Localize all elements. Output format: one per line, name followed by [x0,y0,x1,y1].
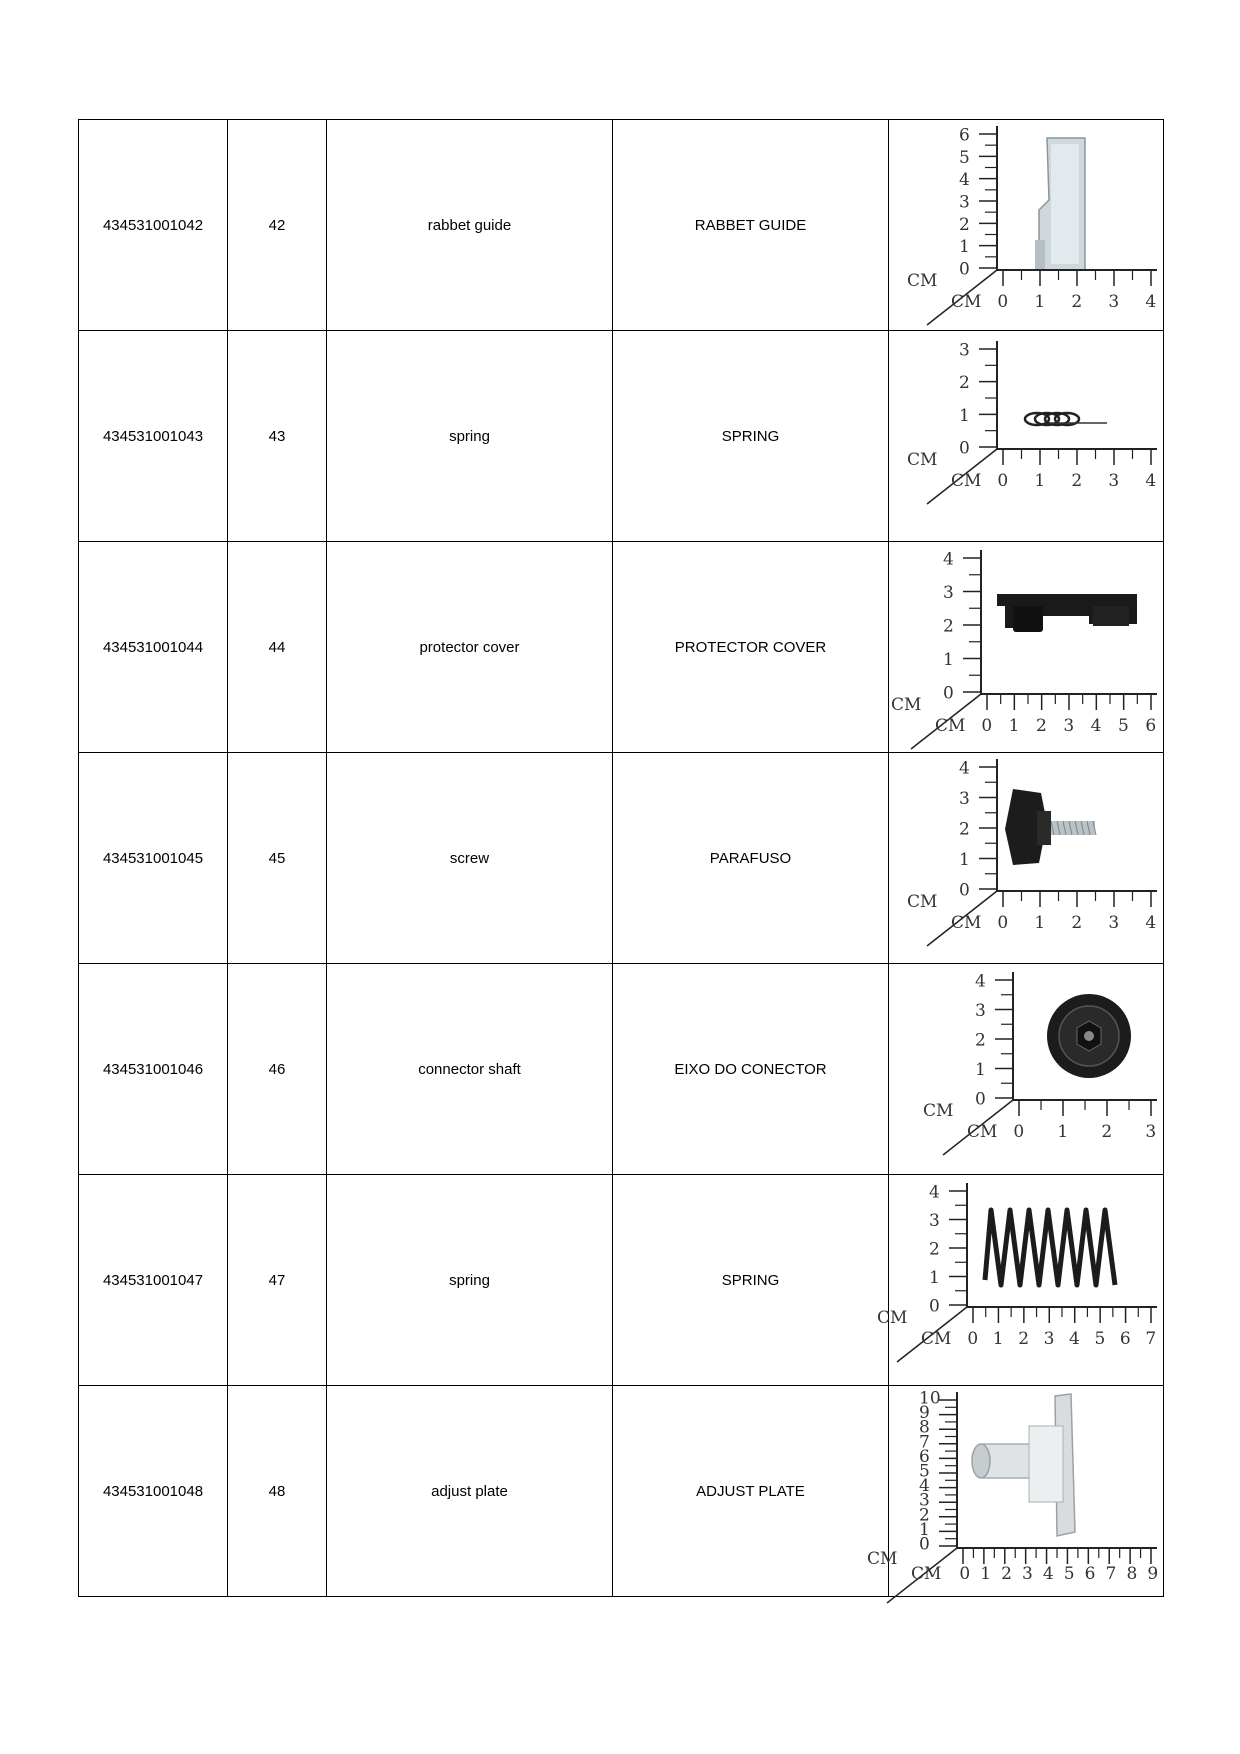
scale-x-label: 4 [1145,471,1157,491]
scale-y-label: 0 [943,683,954,704]
position-cell: 46 [228,964,327,1175]
scale-y-label: 1 [919,1519,930,1540]
position-cell: 44 [228,542,327,753]
scale-x-label: 6 [1119,1329,1131,1349]
unit-label: CM [907,450,938,470]
scale-y-label: 3 [959,340,970,361]
scale-y-label: 5 [959,147,970,168]
scale-x-label: 4 [1042,1564,1054,1584]
description-en-cell: spring [327,331,613,542]
scale-y-label: 10 [919,1388,941,1409]
scale-y-label: 2 [943,616,954,637]
position-cell: 45 [228,753,327,964]
scale-y-label: 1 [959,850,970,870]
part-code-cell: 434531001046 [79,964,228,1175]
part-photo-cell [889,753,1164,964]
scale-x-label: 1 [1008,716,1020,736]
position-cell: 43 [228,331,327,542]
scale-y-label: 6 [959,125,970,146]
part-code-cell: 434531001045 [79,753,228,964]
scale-ruler [889,331,1164,541]
part-code-cell: 434531001047 [79,1175,228,1386]
scale-y-label: 3 [943,583,954,603]
rabbet-guide-photo [1035,138,1085,270]
scale-y-label: 2 [975,1030,986,1051]
scale-y-label: 3 [919,1490,930,1511]
scale-y-label: 8 [919,1417,930,1438]
scale-ruler [867,1386,1164,1596]
scale-x-label: 7 [1105,1564,1117,1584]
scale-y-label: 3 [959,192,970,213]
description-en-cell: spring [327,1175,613,1386]
scale-x-label: 1 [1034,471,1046,491]
scale-x-label: 9 [1147,1564,1159,1584]
scale-x-label: 5 [1118,716,1129,736]
scale-y-label: 4 [975,971,986,992]
scale-x-label: 4 [1145,913,1157,933]
description-pt-cell: SPRING [613,331,889,542]
scale-y-label: 0 [919,1534,930,1555]
description-en-cell: screw [327,753,613,964]
description-pt-cell: SPRING [613,1175,889,1386]
scale-x-label: 0 [997,292,1009,312]
torsion-spring-photo [1025,413,1107,425]
part-photo-cell [889,542,1164,753]
unit-label: CM [951,471,982,491]
scale-x-label: 2 [1071,471,1083,491]
scale-x-label: 2 [1001,1564,1012,1584]
scale-y-label: 5 [919,1461,930,1482]
unit-label: CM [877,1308,908,1328]
scale-x-label: 2 [1101,1122,1113,1142]
unit-label: CM [951,292,982,312]
description-en-cell: rabbet guide [327,120,613,331]
scale-x-label: 4 [1069,1329,1080,1349]
position-cell: 48 [228,1386,327,1597]
scale-y-label: 4 [943,549,954,570]
scale-y-label: 0 [959,880,970,901]
scale-x-label: 3 [1063,716,1075,736]
unit-label: CM [935,716,966,736]
connector-shaft-photo [1047,994,1131,1078]
scale-y-label: 4 [929,1182,940,1203]
table-row [79,120,1164,331]
scale-x-label: 6 [1084,1564,1096,1584]
scale-y-label: 6 [919,1446,930,1467]
table-row [79,542,1164,753]
scale-x-label: 0 [959,1564,971,1584]
scale-y-label: 2 [959,373,970,394]
scale-y-label: 1 [959,237,970,258]
scale-y-label: 0 [929,1296,940,1317]
scale-y-label: 4 [959,170,970,191]
scale-x-label: 7 [1145,1329,1157,1349]
scale-y-label: 7 [919,1432,930,1453]
scale-ruler [889,753,1164,963]
scale-x-label: 3 [1043,1329,1055,1349]
coil-spring-photo [985,1210,1115,1285]
description-pt-cell: RABBET GUIDE [613,120,889,331]
unit-label: CM [967,1122,998,1142]
scale-y-label: 0 [959,259,970,280]
knob-screw-photo [1005,789,1096,865]
table-row [79,753,1164,964]
part-code-cell: 434531001043 [79,331,228,542]
scale-x-label: 6 [1145,716,1157,736]
scale-y-label: 4 [919,1476,930,1497]
scale-ruler [889,120,1164,330]
scale-x-label: 3 [1145,1122,1157,1142]
scale-y-label: 1 [929,1268,940,1288]
description-pt-cell: EIXO DO CONECTOR [613,964,889,1175]
scale-y-label: 4 [959,758,970,779]
scale-y-label: 1 [943,650,954,670]
scale-x-label: 1 [1057,1122,1069,1142]
scale-y-label: 2 [959,214,970,235]
scale-x-label: 0 [981,716,993,736]
scale-y-label: 3 [959,789,970,809]
part-code-cell: 434531001044 [79,542,228,753]
scale-x-label: 5 [1094,1329,1106,1349]
unit-label: CM [923,1101,954,1121]
position-cell: 42 [228,120,327,331]
scale-x-label: 0 [997,471,1009,491]
unit-label: CM [907,892,938,912]
table-row [79,331,1164,542]
scale-ruler [889,542,1164,752]
table-row [79,964,1164,1175]
scale-x-label: 2 [1071,913,1083,933]
position-cell: 47 [228,1175,327,1386]
scale-x-label: 2 [1018,1329,1030,1349]
scale-x-label: 2 [1071,292,1083,312]
scale-x-label: 1 [992,1329,1004,1349]
part-photo-cell [877,1175,1164,1386]
scale-x-label: 3 [1108,913,1120,933]
scale-y-label: 3 [929,1211,940,1231]
description-en-cell: adjust plate [327,1386,613,1597]
scale-ruler [889,964,1164,1174]
protector-cover-photo [997,594,1137,632]
description-pt-cell: ADJUST PLATE [613,1386,889,1597]
part-photo-cell [889,331,1164,542]
scale-y-label: 2 [919,1505,930,1526]
scale-x-label: 8 [1126,1564,1138,1584]
scale-y-label: 9 [919,1403,930,1424]
scale-y-label: 2 [959,819,970,840]
scale-x-label: 0 [967,1329,979,1349]
unit-label: CM [951,913,982,933]
scale-x-label: 3 [1022,1564,1033,1584]
scale-y-label: 0 [975,1089,986,1110]
adjust-plate-photo [972,1394,1075,1536]
scale-x-label: 4 [1090,716,1102,736]
scale-x-label: 1 [1034,913,1046,933]
scale-x-label: 1 [1034,292,1046,312]
unit-label: CM [867,1549,898,1569]
scale-x-label: 2 [1036,716,1047,736]
description-en-cell: connector shaft [327,964,613,1175]
unit-label: CM [907,271,938,291]
scale-x-label: 4 [1145,292,1157,312]
scale-x-label: 5 [1063,1564,1075,1584]
description-pt-cell: PROTECTOR COVER [613,542,889,753]
scale-y-label: 2 [929,1239,940,1260]
scale-x-label: 3 [1108,471,1120,491]
scale-x-label: 0 [1013,1122,1025,1142]
part-code-cell: 434531001042 [79,120,228,331]
part-photo-cell [889,120,1164,331]
unit-label: CM [921,1329,952,1349]
scale-y-label: 3 [975,1001,986,1021]
parts-table [78,119,1164,1597]
table-row [79,1386,1164,1597]
table-row [79,1175,1164,1386]
scale-y-label: 1 [959,405,970,426]
unit-label: CM [891,695,922,715]
description-pt-cell: PARAFUSO [613,753,889,964]
scale-x-label: 0 [997,913,1009,933]
scale-y-label: 0 [959,438,970,459]
scale-x-label: 1 [980,1564,992,1584]
part-code-cell: 434531001048 [79,1386,228,1597]
part-photo-cell [889,964,1164,1175]
part-photo-cell [867,1386,1164,1597]
scale-y-label: 1 [975,1060,986,1080]
unit-label: CM [911,1564,942,1584]
scale-ruler [877,1175,1164,1385]
scale-x-label: 3 [1108,292,1120,312]
description-en-cell: protector cover [327,542,613,753]
